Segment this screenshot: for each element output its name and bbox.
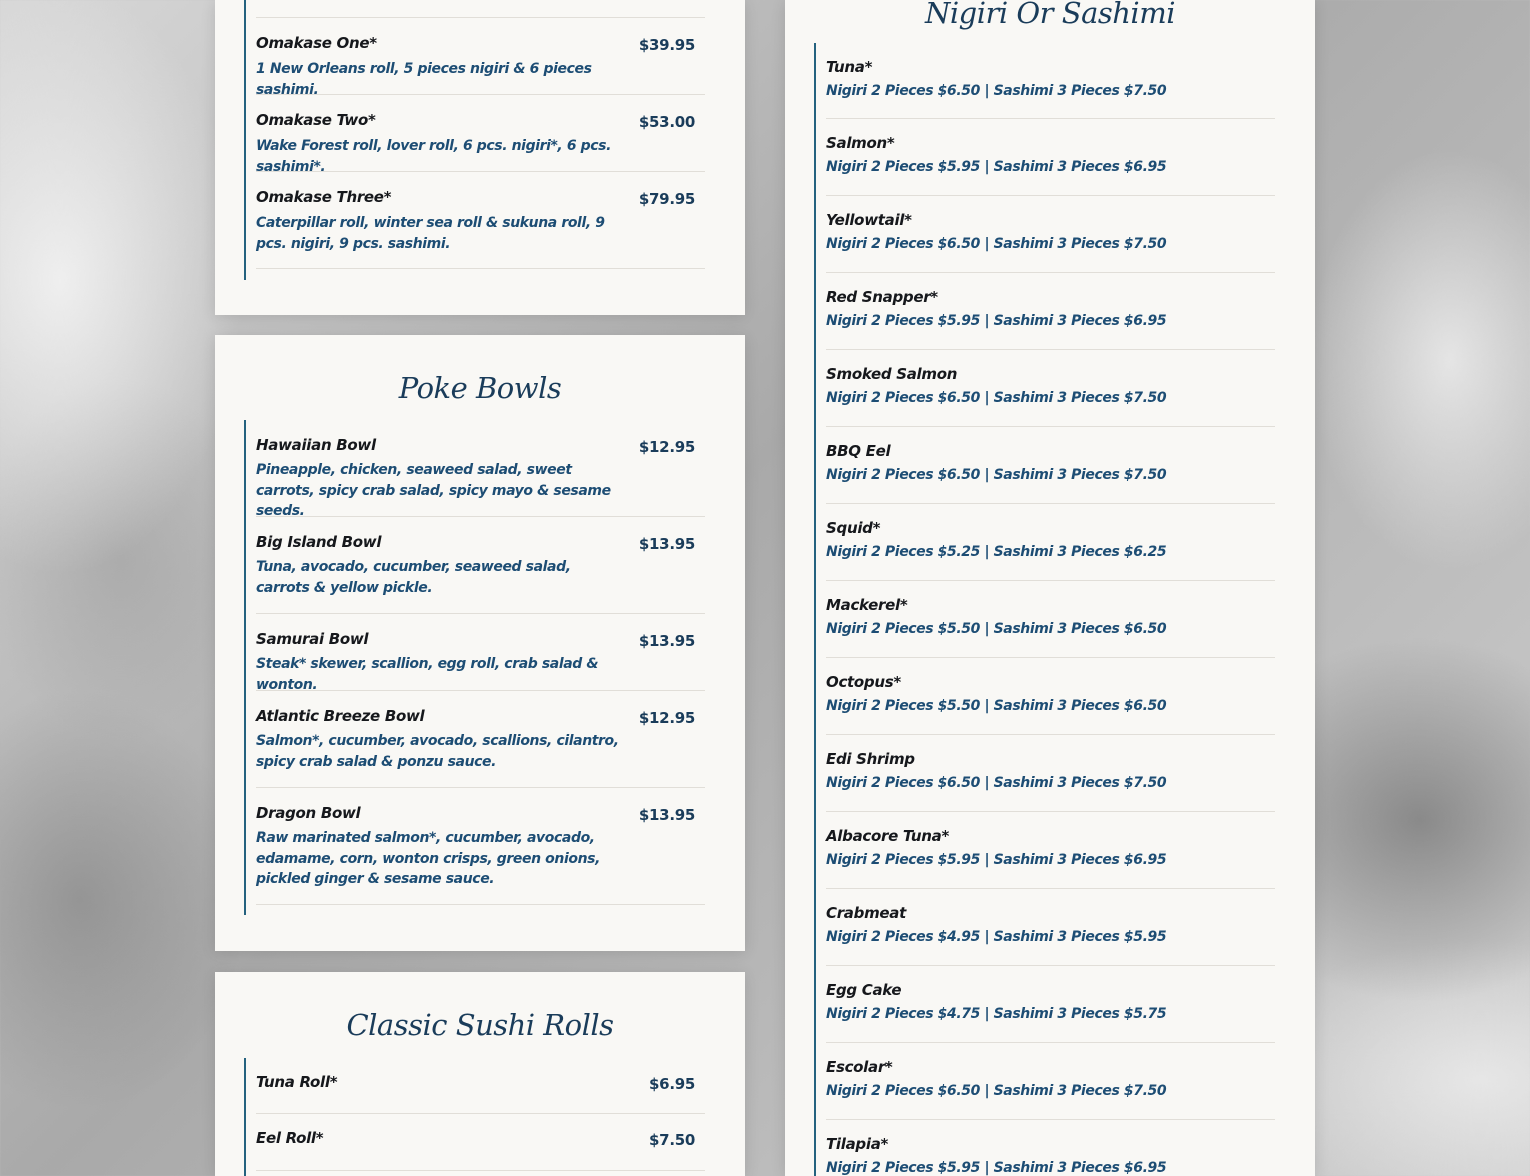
- item-price: $6.95: [649, 1075, 695, 1093]
- nigiri-item-egg-cake[interactable]: [826, 966, 1275, 1043]
- item-description: Nigiri 2 Pieces $6.50 | Sashimi 3 Pieces $7.50: [826, 83, 1167, 99]
- nigiri-item-albacore-tuna[interactable]: [826, 812, 1275, 889]
- item-name: Omakase Three*: [256, 188, 392, 206]
- item-description: Nigiri 2 Pieces $6.50 | Sashimi 3 Pieces $7.50: [826, 390, 1167, 406]
- item-price: $53.00: [638, 113, 695, 131]
- item-name: Tuna Roll*: [256, 1073, 338, 1091]
- omakase-item-list: [244, 0, 705, 280]
- item-description: Nigiri 2 Pieces $6.50 | Sashimi 3 Pieces $7.50: [826, 467, 1167, 483]
- menu-item-tuna-roll[interactable]: [256, 1058, 705, 1114]
- nigiri-item-salmon[interactable]: [826, 119, 1275, 196]
- item-description: Nigiri 2 Pieces $5.95 | Sashimi 3 Pieces $6.95: [826, 313, 1167, 329]
- nigiri-item-smoked-salmon[interactable]: [826, 350, 1275, 427]
- nigiri-item-mackerel[interactable]: [826, 581, 1275, 658]
- nigiri-item-yellowtail[interactable]: [826, 196, 1275, 273]
- item-divider: [256, 0, 705, 18]
- item-description: Nigiri 2 Pieces $5.50 | Sashimi 3 Pieces $6.50: [826, 698, 1167, 714]
- item-name: Escolar*: [826, 1058, 893, 1076]
- item-name: Yellowtail*: [826, 211, 912, 229]
- item-description: Caterpillar roll, winter sea roll & sukuna roll, 9 pcs. nigiri, 9 pcs. sashimi.: [256, 215, 605, 252]
- menu-item-big-island-bowl[interactable]: [256, 517, 705, 614]
- poke-bowls-card: [215, 335, 745, 951]
- item-name: Smoked Salmon: [826, 365, 958, 383]
- item-description: Nigiri 2 Pieces $6.50 | Sashimi 3 Pieces $7.50: [826, 775, 1167, 791]
- item-name: Omakase Two*: [256, 111, 376, 129]
- nigiri-item-squid[interactable]: [826, 504, 1275, 581]
- nigiri-item-list: [814, 43, 1275, 1176]
- item-name: Tilapia*: [826, 1135, 889, 1153]
- item-description: Wake Forest roll, lover roll, 6 pcs. nigiri*, 6 pcs. sashimi*.: [256, 138, 612, 175]
- item-name: Squid*: [826, 519, 881, 537]
- item-description: Nigiri 2 Pieces $5.25 | Sashimi 3 Pieces $6.25: [826, 544, 1167, 560]
- nigiri-item-edi-shrimp[interactable]: [826, 735, 1275, 812]
- item-description: Nigiri 2 Pieces $5.50 | Sashimi 3 Pieces $6.50: [826, 621, 1167, 637]
- item-name: Hawaiian Bowl: [256, 436, 376, 454]
- item-description: Nigiri 2 Pieces $6.50 | Sashimi 3 Pieces $7.50: [826, 1083, 1167, 1099]
- nigiri-item-tilapia[interactable]: [826, 1120, 1275, 1176]
- item-description: Raw marinated salmon*, cucumber, avocado, edamame, corn, wonton crisps, green onions, pickled ginger & sesame sauce.: [256, 830, 600, 887]
- item-name: Edi Shrimp: [826, 750, 915, 768]
- nigiri-item-bbq-eel[interactable]: [826, 427, 1275, 504]
- item-name: Samurai Bowl: [256, 630, 369, 648]
- menu-item-dragon-bowl[interactable]: [256, 788, 705, 905]
- item-price: $12.95: [638, 438, 695, 456]
- item-name: Atlantic Breeze Bowl: [256, 707, 425, 725]
- item-name: Octopus*: [826, 673, 901, 691]
- nigiri-item-escolar[interactable]: [826, 1043, 1275, 1120]
- omakase-card: [215, 0, 745, 315]
- menu-item-omakase-three[interactable]: [256, 172, 705, 269]
- poke-item-list: [244, 420, 705, 915]
- classic-sushi-rolls-card: [215, 972, 745, 1176]
- item-description: Nigiri 2 Pieces $5.95 | Sashimi 3 Pieces $6.95: [826, 852, 1167, 868]
- item-name: Red Snapper*: [826, 288, 938, 306]
- item-description: Nigiri 2 Pieces $5.95 | Sashimi 3 Pieces $6.95: [826, 159, 1167, 175]
- item-description: Nigiri 2 Pieces $4.95 | Sashimi 3 Pieces $5.95: [826, 929, 1167, 945]
- item-description: 1 New Orleans roll, 5 pieces nigiri & 6 pieces sashimi.: [256, 61, 592, 98]
- item-name: Tuna*: [826, 58, 873, 76]
- item-name: Egg Cake: [826, 981, 902, 999]
- menu-item-samurai-bowl[interactable]: [256, 614, 705, 691]
- item-description: Nigiri 2 Pieces $4.75 | Sashimi 3 Pieces $5.75: [826, 1006, 1167, 1022]
- menu-item-eel-roll[interactable]: [256, 1114, 705, 1171]
- item-price: $12.95: [638, 709, 695, 727]
- item-name: Omakase One*: [256, 34, 377, 52]
- item-name: Salmon*: [826, 134, 895, 152]
- item-description: Nigiri 2 Pieces $6.50 | Sashimi 3 Pieces $7.50: [826, 236, 1167, 252]
- section-title: Classic Sushi Rolls: [346, 1008, 614, 1042]
- nigiri-item-tuna[interactable]: [826, 43, 1275, 119]
- item-name: Mackerel*: [826, 596, 908, 614]
- item-description: Salmon*, cucumber, avocado, scallions, cilantro, spicy crab salad & ponzu sauce.: [256, 733, 619, 770]
- item-name: Crabmeat: [826, 904, 906, 922]
- item-price: $13.95: [638, 632, 695, 650]
- menu-item-hawaiian-bowl[interactable]: [256, 420, 705, 517]
- item-name: Big Island Bowl: [256, 533, 382, 551]
- nigiri-item-crabmeat[interactable]: [826, 889, 1275, 966]
- menu-item-omakase-two[interactable]: [256, 95, 705, 175]
- item-name: Eel Roll*: [256, 1129, 324, 1147]
- item-price: $39.95: [638, 36, 695, 54]
- item-description: Nigiri 2 Pieces $5.95 | Sashimi 3 Pieces $6.95: [826, 1160, 1167, 1176]
- item-description: Tuna, avocado, cucumber, seaweed salad, carrots & yellow pickle.: [256, 559, 571, 596]
- nigiri-item-red-snapper[interactable]: [826, 273, 1275, 350]
- menu-item-omakase-one[interactable]: [256, 18, 705, 98]
- item-price: $7.50: [649, 1131, 695, 1149]
- section-title: Poke Bowls: [398, 371, 562, 405]
- item-price: $13.95: [638, 535, 695, 553]
- item-name: Dragon Bowl: [256, 804, 361, 822]
- item-description: Steak* skewer, scallion, egg roll, crab salad & wonton.: [256, 656, 599, 693]
- item-price: $13.95: [638, 806, 695, 824]
- menu-item-atlantic-breeze-bowl[interactable]: [256, 691, 705, 788]
- item-price: $79.95: [638, 190, 695, 208]
- nigiri-sashimi-card: [785, 0, 1315, 1176]
- item-name: BBQ Eel: [826, 442, 891, 460]
- item-description: Pineapple, chicken, seaweed salad, sweet carrots, spicy crab salad, spicy mayo & sesame seeds.: [256, 462, 611, 519]
- section-title: Nigiri Or Sashimi: [925, 0, 1175, 30]
- classic-item-list: [244, 1058, 705, 1176]
- item-name: Albacore Tuna*: [826, 827, 950, 845]
- nigiri-item-octopus[interactable]: [826, 658, 1275, 735]
